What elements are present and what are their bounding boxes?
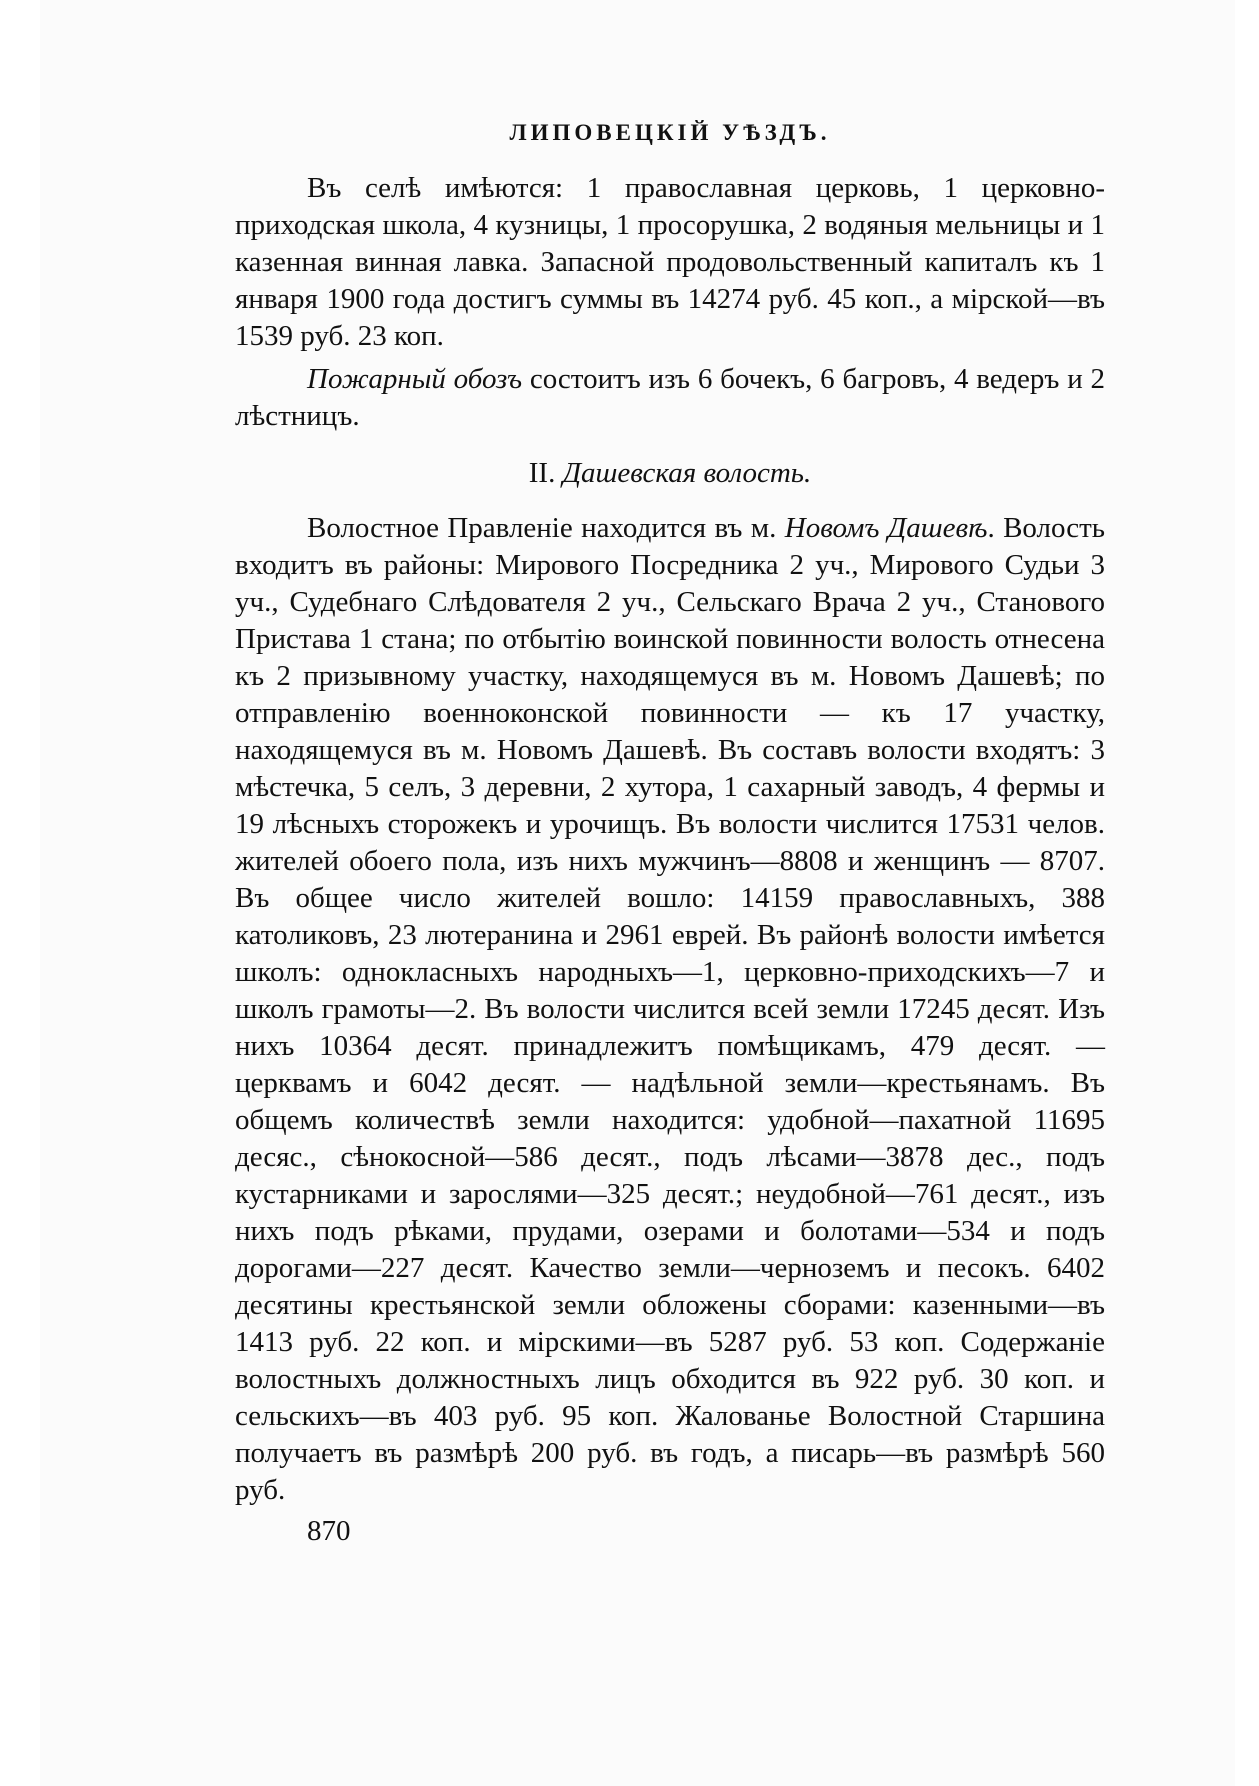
page-number: 870 xyxy=(307,1515,351,1547)
volost-text-body: . Волость входитъ въ районы: Мирового Посредника 2 уч., Мирового Судьи 3 уч., Судебнаго Слѣдователя 2 уч., Сельскаго Врача 2 уч., Станового Пристава 1 стана; по отбытію воинской повинности волость отнесена къ 2 призывному участку, находящемуся въ м. Новомъ Дашевѣ; по отправленію военноконской повинности — къ 17 участку, находящемуся въ м. Новомъ Дашевѣ. Въ составъ волости входятъ: 3 мѣстечка, 5 селъ, 3 деревни, 2 хутора, 1 сахарный заводъ, 4 фермы и 19 лѣсныхъ сторожекъ и урочищъ. Въ волости числится 17531 челов. жителей обоего пола, изъ нихъ мужчинъ—8808 и женщинъ — 8707. Въ общее число жителей вошло: 14159 православныхъ, 388 католиковъ, 23 лютеранина и 2961 еврей. Въ районѣ волости имѣется школъ: однокласныхъ народныхъ—1, церковно-приходскихъ—7 и школъ грамоты—2. Въ волости числится всей земли 17245 десят. Изъ нихъ 10364 десят. принадлежитъ помѣщикамъ, 479 десят. — церквамъ и 6042 десят. — надѣльной земли—крестьянамъ. Въ общемъ количествѣ земли находится: удобной—пахатной 11695 десяс., сѣнокосной—586 десят., подъ лѣсами—3878 дес., подъ кустарниками и зарослями—325 десят.; неудобной—761 десят., изъ нихъ подъ рѣками, прудами, озерами и болотами—534 и подъ дорогами—227 десят. Качество земли—черноземъ и песокъ. 6402 десятины крестьянской земли обложены сборами: казенными—въ 1413 руб. 22 коп. и мірскими—въ 5287 руб. 53 коп. Содержаніе волостныхъ должностныхъ лицъ обходится въ 922 руб. 30 коп. и сельскихъ—въ 403 руб. 95 коп. Жалованье Волостной Старшина получаетъ въ размѣрѣ 200 руб. въ годъ, а писарь—въ размѣрѣ 560 руб. xyxy=(235,512,1105,1506)
fire-brigade-text: состоитъ изъ 6 бочекъ, 6 багровъ, 4 ведеръ и 2 лѣстницъ. xyxy=(235,363,1105,432)
book-page xyxy=(40,0,1235,1786)
paragraph-dashev-volost xyxy=(235,510,1105,1509)
section-heading xyxy=(235,455,1105,492)
volost-text-intro: Волостное Правленіе находится въ м. xyxy=(307,512,785,544)
page-content xyxy=(235,120,1105,1550)
running-head: ЛИПОВЕЦКІЙ УѢЗДЪ. xyxy=(509,120,831,145)
fire-brigade-term: Пожарный обозъ xyxy=(307,363,523,395)
paragraph-village-institutions: Въ селѣ имѣются: 1 православная церковь, 1 церковно-приходская школа, 4 кузницы, 1 просорушка, 2 водяныя мельницы и 1 казенная винная лавка. Запасной продовольственный капиталъ къ 1 января 1900 года достигъ суммы въ 14274 руб. 45 коп., а мірской—въ 1539 руб. 23 коп. xyxy=(235,172,1105,352)
section-title: Дашевская волость. xyxy=(562,457,812,489)
paragraph-fire-brigade xyxy=(235,361,1105,435)
section-number: II. xyxy=(528,457,556,489)
volost-place-name: Новомъ Дашевѣ xyxy=(784,512,988,544)
